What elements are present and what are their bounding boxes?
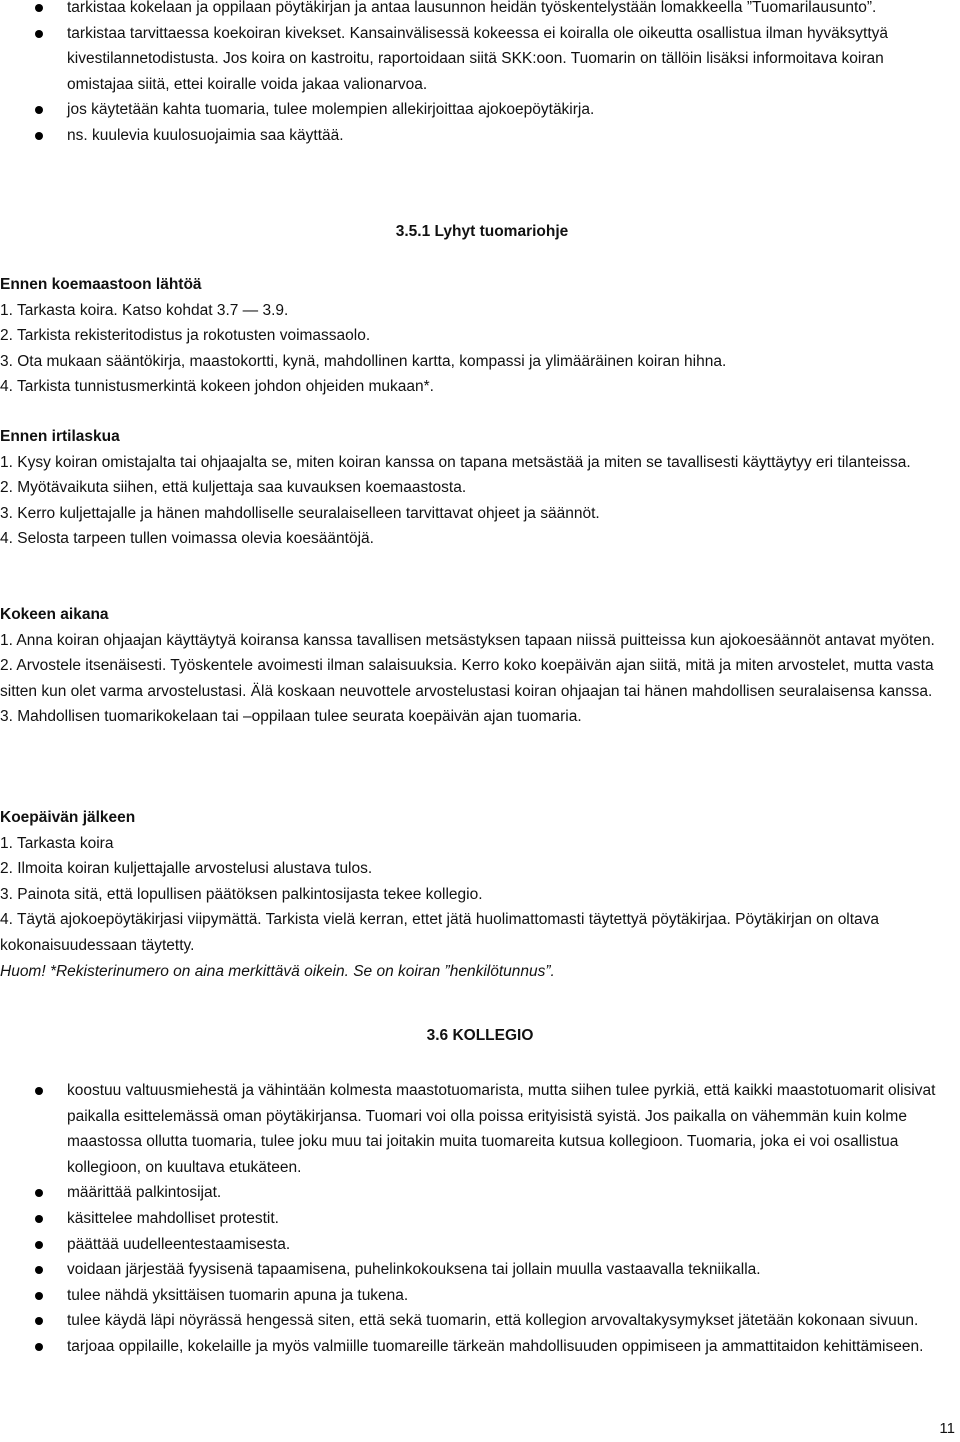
list-item: ns. kuulevia kuulosuojaimia saa käyttää. — [0, 123, 960, 149]
subsection-title: Ennen koemaastoon lähtöä — [0, 276, 202, 293]
list-item: voidaan järjestää fyysisenä tapaamisena, puhelinkokouksena tai jollain muulla vastaavalla tekniikalla. — [0, 1257, 960, 1283]
list-item: 3. Painota sitä, että lopullisen päätöksen palkintosijasta tekee kollegio. — [0, 885, 483, 903]
list-item: 3. Mahdollisen tuomarikokelaan tai –oppilaan tulee seurata koepäivän ajan tuomaria. — [0, 708, 582, 726]
list-item: 2. Ilmoita koiran kuljettajalle arvostelusi alustava tulos. — [0, 860, 373, 878]
list-item: 3. Ota mukaan sääntökirja, maastokortti, kynä, mahdollinen kartta, kompassi ja ylimääräinen koiran hihna. — [0, 352, 727, 370]
section-heading-3-5-1: 3.5.1 Lyhyt tuomariohje — [395, 223, 569, 240]
subsection-title: Ennen irtilaskua — [0, 428, 120, 445]
section-before-release — [0, 424, 955, 552]
section-before-terrain — [0, 272, 955, 400]
section-after-test-day — [0, 805, 955, 984]
list-item: tarjoaa oppilaille, kokelaille ja myös valmiille tuomareille tärkeän mahdollisuuden oppimiseen ja ammattitaidon kehittämiseen. — [0, 1334, 960, 1360]
list-item: tarkistaa kokelaan ja oppilaan pöytäkirjan ja antaa lausunnon heidän työskentelystään lomakkeella ”Tuomarilausunto”. — [0, 0, 960, 21]
list-item: 3. Kerro kuljettajalle ja hänen mahdolliselle seuralaiselleen tarvittavat ohjeet ja säännöt. — [0, 504, 600, 522]
list-item: tarkistaa tarvittaessa koekoiran kivekset. Kansainvälisessä kokeessa ei koiralla ole oikeutta osallistua ilman hyväksyttyä kivestilannetodistusta. Jos koira on kastroitu, raportoidaan siitä SKK:oon. Tuomarin on tällöin lisäksi informoitava koiran omistajaa siitä, ettei koiralle voida jakaa valionarvoa. — [0, 21, 960, 98]
list-item: 2. Myötävaikuta siihen, että kuljettaja saa kuvauksen koemaastosta. — [0, 479, 467, 497]
list-item: 4. Selosta tarpeen tullen voimassa olevia koesääntöjä. — [0, 530, 374, 548]
list-item: 2. Arvostele itsenäisesti. Työskentele avoimesti ilman salaisuuksia. Kerro koko koepäivän ajan siitä, mitä ja miten arvostelet, mutta vasta sitten kun olet varma arvostelustasi. Älä koskaan neuvottele arvostelustasi koiran ohjaajan tai hänen mahdollisen seuralaisensa kanssa. — [0, 657, 934, 700]
list-item: 1. Tarkasta koira. Katso kohdat 3.7 — 3.9. — [0, 301, 289, 319]
list-item: 4. Tarkista tunnistusmerkintä kokeen johdon ohjeiden mukaan*. — [0, 378, 434, 396]
list-item: koostuu valtuusmiehestä ja vähintään kolmesta maastotuomarista, mutta siihen tulee pyrkiä, että kaikki maastotuomarit olisivat paikalla esittelemässä oman pöytäkirjansa. Tuomari voi olla poissa erityisistä syistä. Jos paikalla on vähemmän kuin kolme maastossa ollutta tuomaria, tulee joku muu tai joitakin muita tuomareita kutsua kollegioon. Tuomaria, joka ei voi osallistua kollegioon, on kuultava etukäteen. — [0, 1078, 960, 1180]
list-item: 1. Anna koiran ohjaajan käyttäytyä koiransa kanssa tavallisen metsästyksen tapaan niissä puitteissa kun ajokoesäännöt antavat myöten. — [0, 631, 935, 649]
kollegio-list — [0, 1078, 960, 1360]
section-heading-3-6: 3.6 KOLLEGIO — [426, 1027, 534, 1044]
list-item: 1. Kysy koiran omistajalta tai ohjaajalta se, miten koiran kanssa on tapana metsästää ja miten se tavallisesti käyttäytyy eri tilanteissa. — [0, 453, 911, 471]
note-text: Huom! *Rekisterinumero on aina merkittävä oikein. Se on koiran ”henkilötunnus”. — [0, 962, 555, 980]
subsection-title: Koepäivän jälkeen — [0, 809, 136, 826]
list-item: käsittelee mahdolliset protestit. — [0, 1206, 960, 1232]
list-item: jos käytetään kahta tuomaria, tulee molempien allekirjoittaa ajokoepöytäkirja. — [0, 97, 960, 123]
judge-duties-list — [0, 0, 960, 149]
list-item: 1. Tarkasta koira — [0, 834, 114, 852]
list-item: määrittää palkintosijat. — [0, 1180, 960, 1206]
list-item: tulee nähdä yksittäisen tuomarin apuna ja tukena. — [0, 1283, 960, 1309]
section-during-test — [0, 602, 955, 730]
list-item: 4. Täytä ajokoepöytäkirjasi viipymättä. Tarkista vielä kerran, ettet jätä huolimattomasti täytettyä pöytäkirjaa. Pöytäkirjan on oltava kokonaisuudessaan täytetty. — [0, 911, 880, 954]
list-item: päättää uudelleentestaamisesta. — [0, 1232, 960, 1258]
page-number: 11 — [939, 1420, 955, 1437]
subsection-title: Kokeen aikana — [0, 606, 109, 623]
list-item: tulee käydä läpi nöyrässä hengessä siten, että sekä tuomarin, että kollegion arvovaltakysymykset jätetään kokonaan sivuun. — [0, 1308, 960, 1334]
list-item: 2. Tarkista rekisteritodistus ja rokotusten voimassaolo. — [0, 327, 371, 345]
